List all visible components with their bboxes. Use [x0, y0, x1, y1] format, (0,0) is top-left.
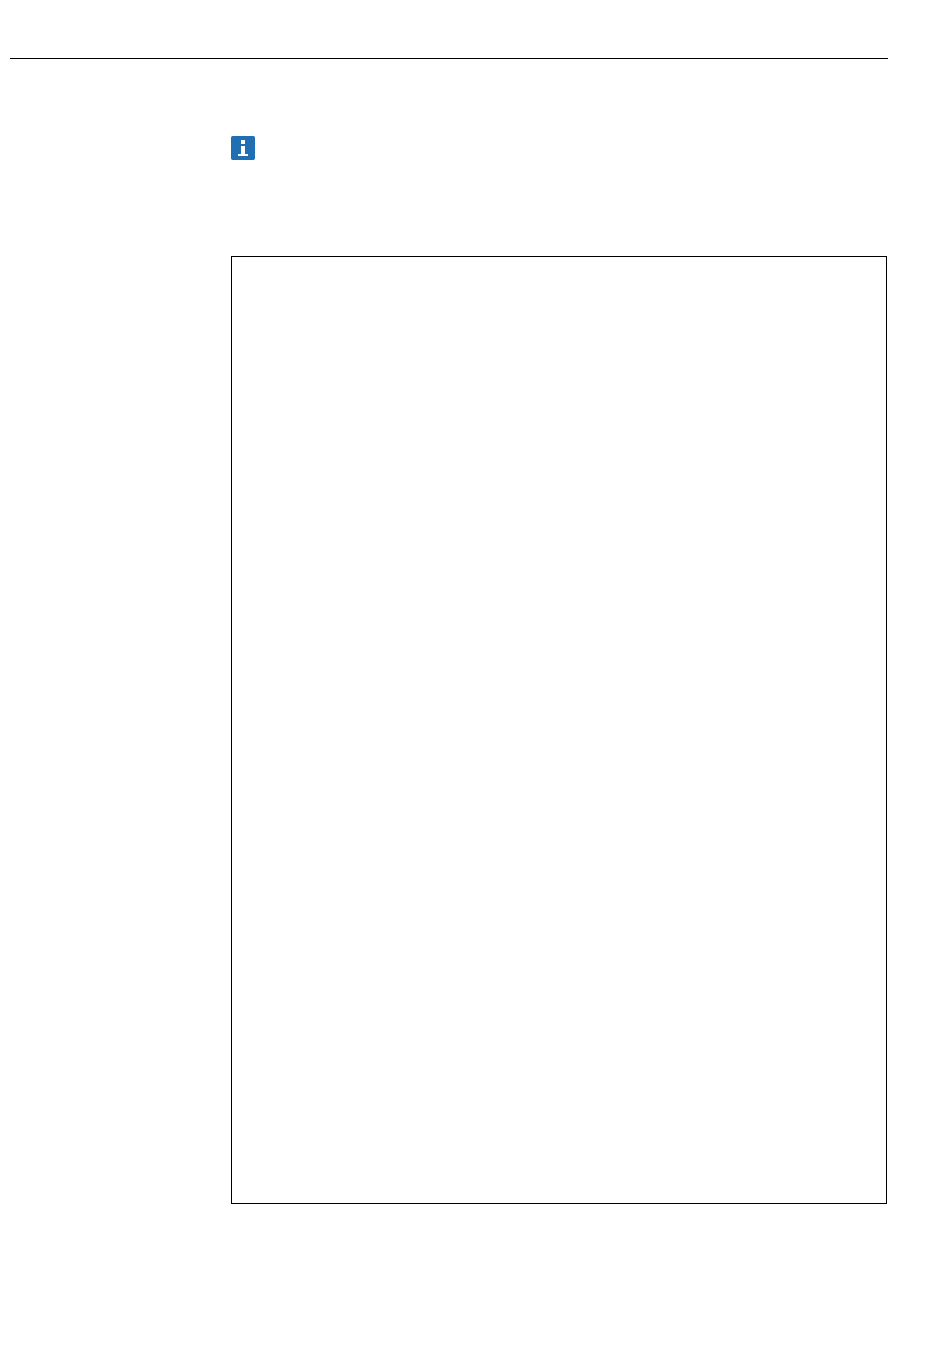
header-rule: [10, 58, 888, 59]
procedure-figure: [231, 256, 887, 1204]
section-heading: [231, 98, 313, 123]
info-icon: [231, 136, 255, 160]
